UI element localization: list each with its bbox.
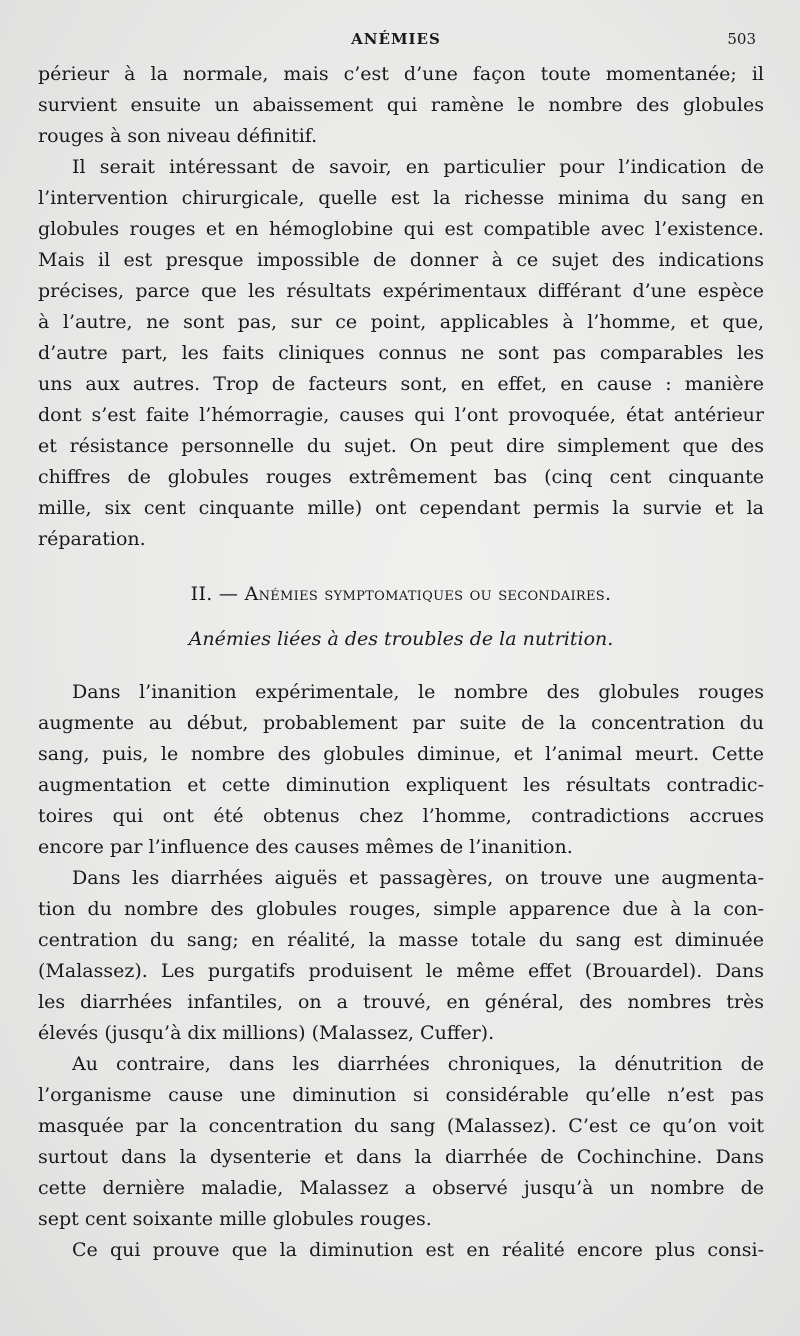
text-line: sang, puis, le nombre des globules diminue, et l’animal meurt. Cette	[38, 743, 764, 765]
text-line: rouges à son niveau définitif.	[38, 125, 318, 147]
text-line: surtout dans la dysenterie et dans la diarrhée de Cochinchine. Dans	[38, 1146, 764, 1168]
text-line: tion du nombre des globules rouges, simple apparence due à la con-	[38, 898, 764, 920]
text-line: toires qui ont été obtenus chez l’homme, contradictions accrues	[38, 805, 764, 827]
text-line: augmentation et cette diminution expliquent les résultats contradic-	[38, 774, 764, 796]
text-line: uns aux autres. Trop de facteurs sont, en effet, en cause : manière	[38, 373, 764, 395]
text-line: masquée par la concentration du sang (Malassez). C’est ce qu’on voit	[38, 1115, 764, 1137]
text-line: survient ensuite un abaissement qui ramène le nombre des globules	[38, 94, 764, 116]
text-line: Au contraire, dans les diarrhées chroniques, la dénutrition de	[72, 1053, 764, 1075]
page-number: 503	[727, 30, 756, 48]
subsection-heading: Anémies liées à des troubles de la nutrition.	[188, 628, 614, 650]
text-line: cette dernière maladie, Malassez a observé jusqu’à un nombre de	[38, 1177, 764, 1199]
text-line: et résistance personnelle du sujet. On peut dire simplement que des	[38, 435, 764, 457]
text-line: Dans les diarrhées aiguës et passagères, on trouve une augmenta-	[72, 867, 764, 889]
running-head	[36, 30, 756, 54]
text-line: l’intervention chirurgicale, quelle est la richesse minima du sang en	[38, 187, 764, 209]
text-line: sept cent soixante mille globules rouges.	[38, 1208, 432, 1230]
text-line: Ce qui prouve que la diminution est en réalité encore plus consi-	[72, 1239, 764, 1261]
text-line: mille, six cent cinquante mille) ont cependant permis la survie et la	[38, 497, 764, 519]
text-line: les diarrhées infantiles, on a trouvé, en général, des nombres très	[38, 991, 764, 1013]
text-line: l’organisme cause une diminution si considérable qu’elle n’est pas	[38, 1084, 764, 1106]
text-line: élevés (jusqu’à dix millions) (Malassez, Cuffer).	[38, 1022, 495, 1044]
text-line: réparation.	[38, 528, 146, 550]
text-line: précises, parce que les résultats expérimentaux différant d’une espèce	[38, 280, 764, 302]
section-heading	[38, 579, 764, 610]
text-line: chiffres de globules rouges extrêmement bas (cinq cent cinquante	[38, 466, 764, 488]
running-title: ANÉMIES	[351, 30, 441, 48]
text-line: (Malassez). Les purgatifs produisent le même effet (Brouardel). Dans	[38, 960, 764, 982]
text-line: d’autre part, les faits cliniques connus ne sont pas comparables les	[38, 342, 764, 364]
text-line: à l’autre, ne sont pas, sur ce point, applicables à l’homme, et que,	[38, 311, 764, 333]
text-line: globules rouges et en hémoglobine qui est compatible avec l’existence.	[38, 218, 764, 240]
text-line: augmente au début, probablement par suite de la concentration du	[38, 712, 764, 734]
text-line: Dans l’inanition expérimentale, le nombre des globules rouges	[72, 681, 764, 703]
text-line: encore par l’influence des causes mêmes de l’inanition.	[38, 836, 573, 858]
body-text	[38, 59, 764, 1266]
text-line: Mais il est presque impossible de donner à ce sujet des indications	[38, 249, 764, 271]
text-line: dont s’est faite l’hémorragie, causes qui l’ont provoquée, état antérieur	[38, 404, 764, 426]
text-line: Il serait intéressant de savoir, en particulier pour l’indication de	[72, 156, 764, 178]
text-line: centration du sang; en réalité, la masse totale du sang est diminuée	[38, 929, 764, 951]
text-line: périeur à la normale, mais c’est d’une façon toute momentanée; il	[38, 63, 764, 85]
section-heading-text: II. — Anémies symptomatiques ou secondaires.	[190, 583, 612, 605]
